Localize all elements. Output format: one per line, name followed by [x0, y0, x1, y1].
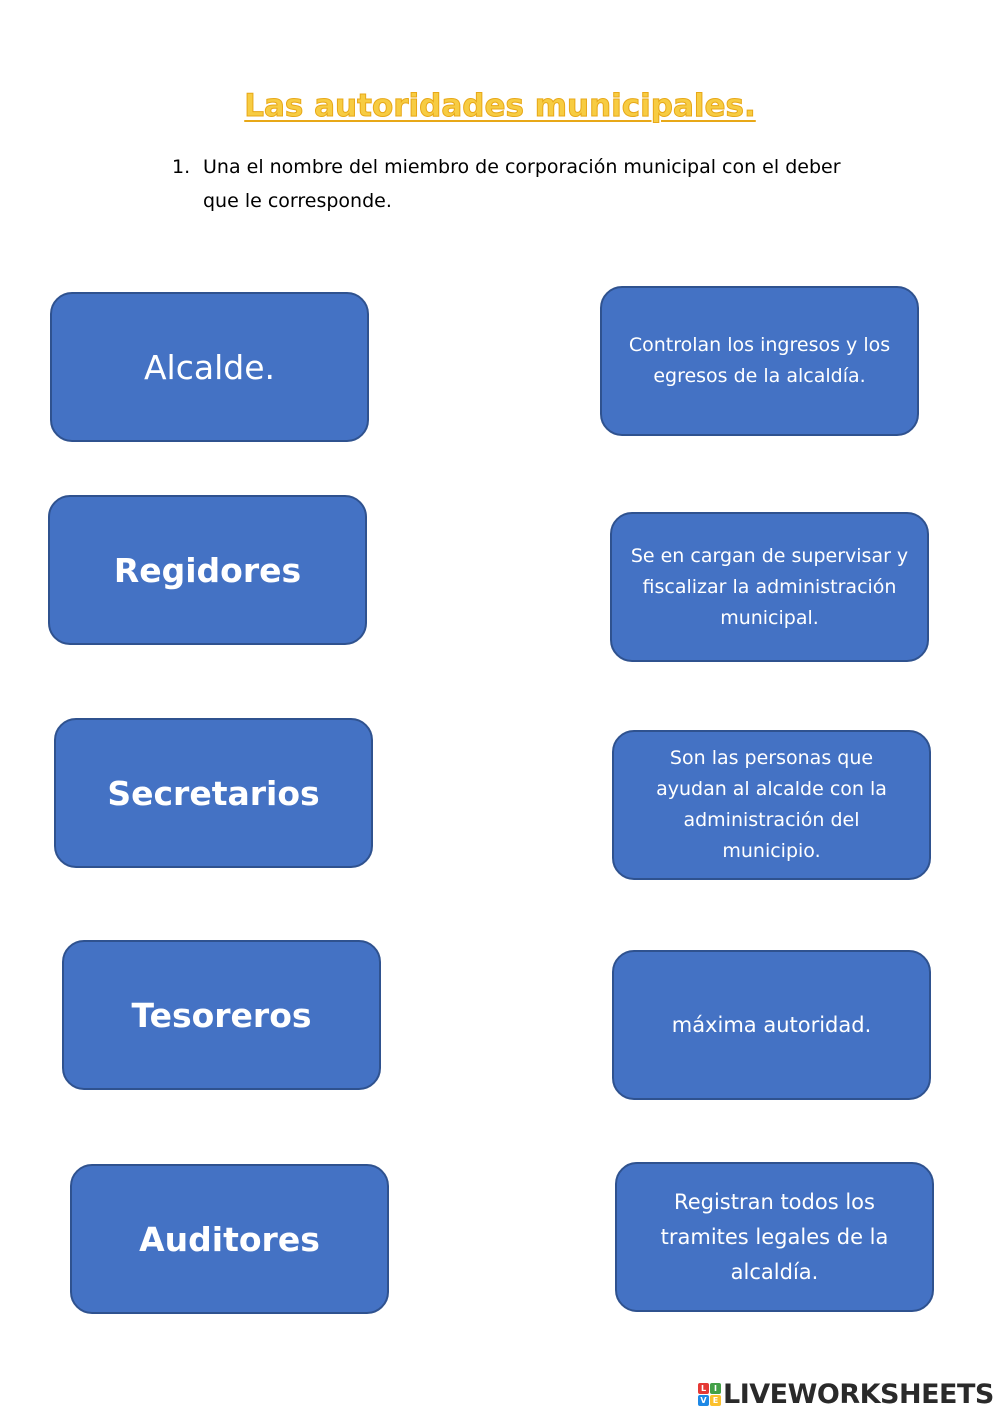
page-title: Las autoridades municipales. [244, 88, 756, 124]
term-box-secretarios[interactable] [54, 718, 373, 868]
term-label: Tesoreros [131, 995, 312, 1035]
definition-box-3[interactable] [612, 730, 931, 880]
term-box-auditores[interactable] [70, 1164, 389, 1314]
definition-text: Controlan los ingresos y los egresos de la alcaldía. [628, 334, 891, 387]
instruction-text: Una el nombre del miembro de corporación municipal con el deber que le corresponde. [203, 156, 841, 212]
liveworksheets-logo [698, 1378, 994, 1410]
logo-letter: I [710, 1383, 721, 1394]
logo-letter: L [698, 1383, 709, 1394]
term-box-alcalde[interactable] [50, 292, 369, 442]
definition-text: Registran todos los tramites legales de la alcaldía. [660, 1189, 889, 1284]
term-box-regidores[interactable] [48, 495, 367, 645]
definition-text: Se en cargan de supervisar y fiscalizar la administración municipal. [630, 544, 909, 629]
term-box-tesoreros[interactable] [62, 940, 381, 1090]
definition-box-5[interactable] [615, 1162, 934, 1312]
instruction [172, 150, 862, 218]
term-label: Alcalde. [143, 347, 276, 387]
logo-letter: V [698, 1395, 709, 1406]
definition-text: Son las personas que ayudan al alcalde con la administración del municipio. [656, 747, 887, 862]
logo-letter: E [710, 1395, 721, 1406]
instruction-number: 1. [172, 156, 191, 178]
definition-text: máxima autoridad. [671, 1012, 872, 1037]
definition-box-1[interactable] [600, 286, 919, 436]
logo-text: LIVEWORKSHEETS [723, 1378, 994, 1410]
term-label: Auditores [139, 1219, 320, 1259]
term-label: Secretarios [107, 773, 320, 813]
definition-box-2[interactable] [610, 512, 929, 662]
logo-icon [698, 1383, 721, 1406]
definition-box-4[interactable] [612, 950, 931, 1100]
term-label: Regidores [113, 550, 302, 590]
